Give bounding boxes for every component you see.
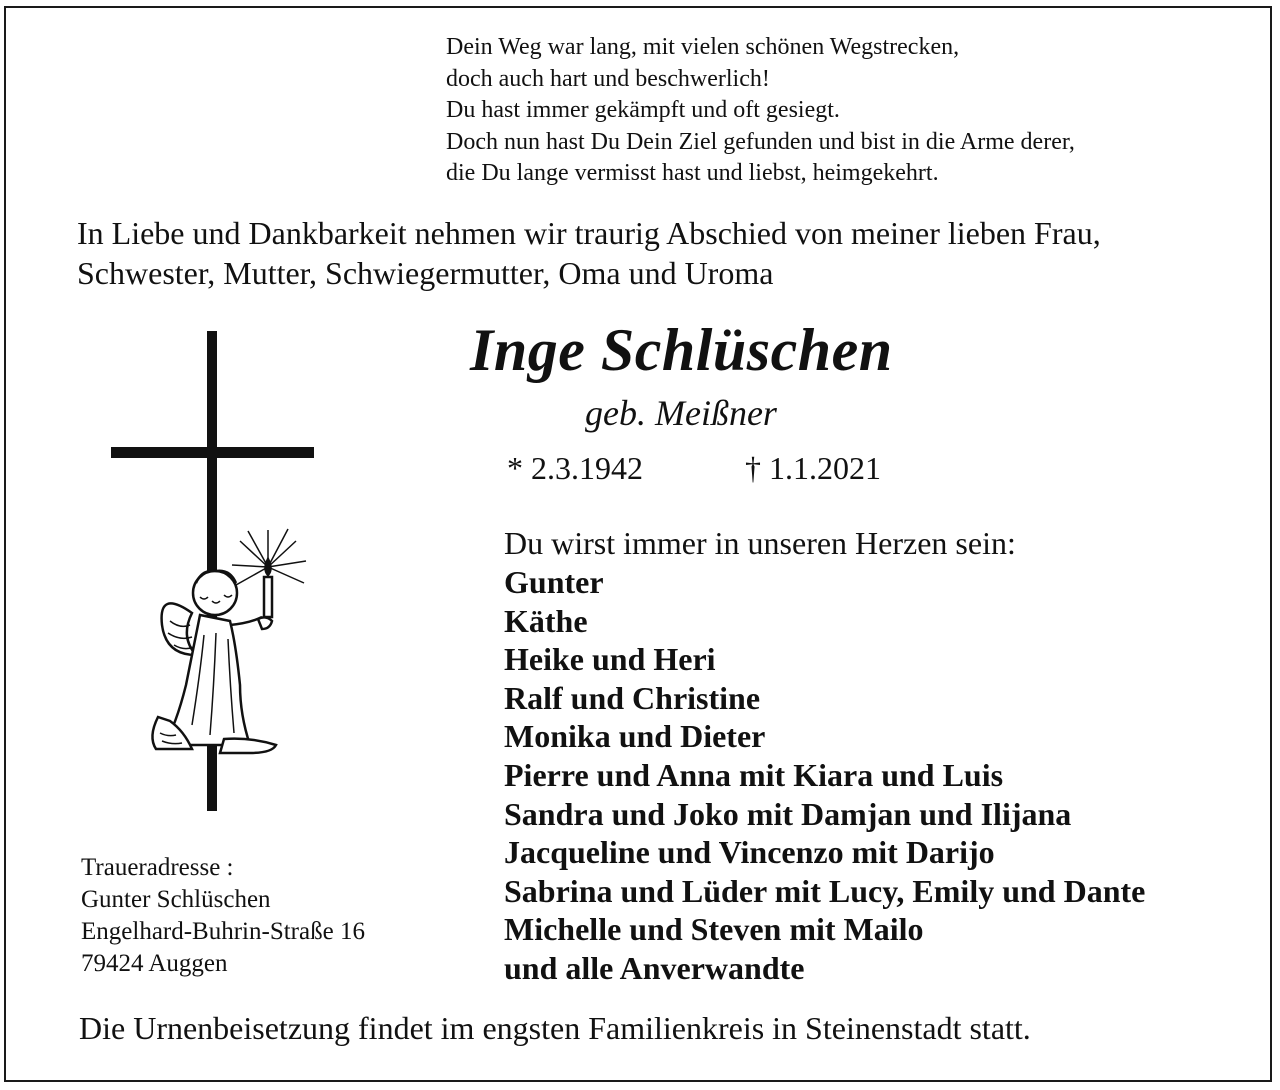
- mourner-item: Sandra und Joko mit Damjan und Ilijana: [504, 795, 1072, 832]
- intro-text: [77, 213, 1101, 293]
- mourner-item: Pierre und Anna mit Kiara und Luis: [504, 756, 1004, 793]
- intro-line: In Liebe und Dankbarkeit nehmen wir traurig Abschied von meiner lieben Frau,: [77, 215, 1101, 251]
- maiden-name: geb. Meißner: [585, 393, 777, 433]
- poem-line: die Du lange vermisst hast und liebst, heimgekehrt.: [446, 160, 939, 186]
- birth-date: * 2.3.1942: [507, 450, 643, 486]
- mourners-list: [504, 563, 1145, 988]
- deceased-name: Inge Schlüschen: [470, 317, 893, 383]
- poem-line: doch auch hart und beschwerlich!: [446, 65, 770, 92]
- address-line: 79424 Auggen: [81, 950, 228, 977]
- poem: [446, 32, 1075, 190]
- cross-and-angel-artwork: [100, 325, 330, 820]
- mourner-item: Sabrina und Lüder mit Lucy, Emily und Dante: [504, 872, 1146, 909]
- mourner-item: Ralf und Christine: [504, 679, 761, 716]
- remembrance-line: Du wirst immer in unseren Herzen sein:: [504, 525, 1016, 561]
- mourner-item: Jacqueline und Vincenzo mit Darijo: [504, 834, 995, 871]
- burial-notice: Die Urnenbeisetzung findet im engsten Familienkreis in Steinenstadt statt.: [79, 1010, 1031, 1046]
- address-line: Traueradresse :: [81, 854, 234, 881]
- mourner-item: Monika und Dieter: [504, 718, 766, 755]
- intro-line: Schwester, Mutter, Schwiegermutter, Oma und Uroma: [77, 255, 774, 291]
- poem-line: Doch nun hast Du Dein Ziel gefunden und bist in die Arme derer,: [446, 128, 1075, 155]
- poem-line: Dein Weg war lang, mit vielen schönen Wegstrecken,: [446, 34, 960, 60]
- poem-line: Du hast immer gekämpft und oft gesiegt.: [446, 97, 840, 123]
- address-line: Engelhard-Buhrin-Straße 16: [81, 918, 365, 945]
- address-line: Gunter Schlüschen: [81, 886, 271, 913]
- mourner-item: Heike und Heri: [504, 641, 716, 678]
- mourner-item: Michelle und Steven mit Mailo: [504, 911, 924, 948]
- mourner-item: Gunter: [504, 564, 604, 600]
- mourning-address: [81, 852, 365, 980]
- death-date: † 1.1.2021: [745, 450, 881, 486]
- mourner-item: Käthe: [504, 602, 588, 639]
- angel-with-candle-icon: [152, 529, 306, 753]
- mourner-item: und alle Anverwandte: [504, 949, 805, 986]
